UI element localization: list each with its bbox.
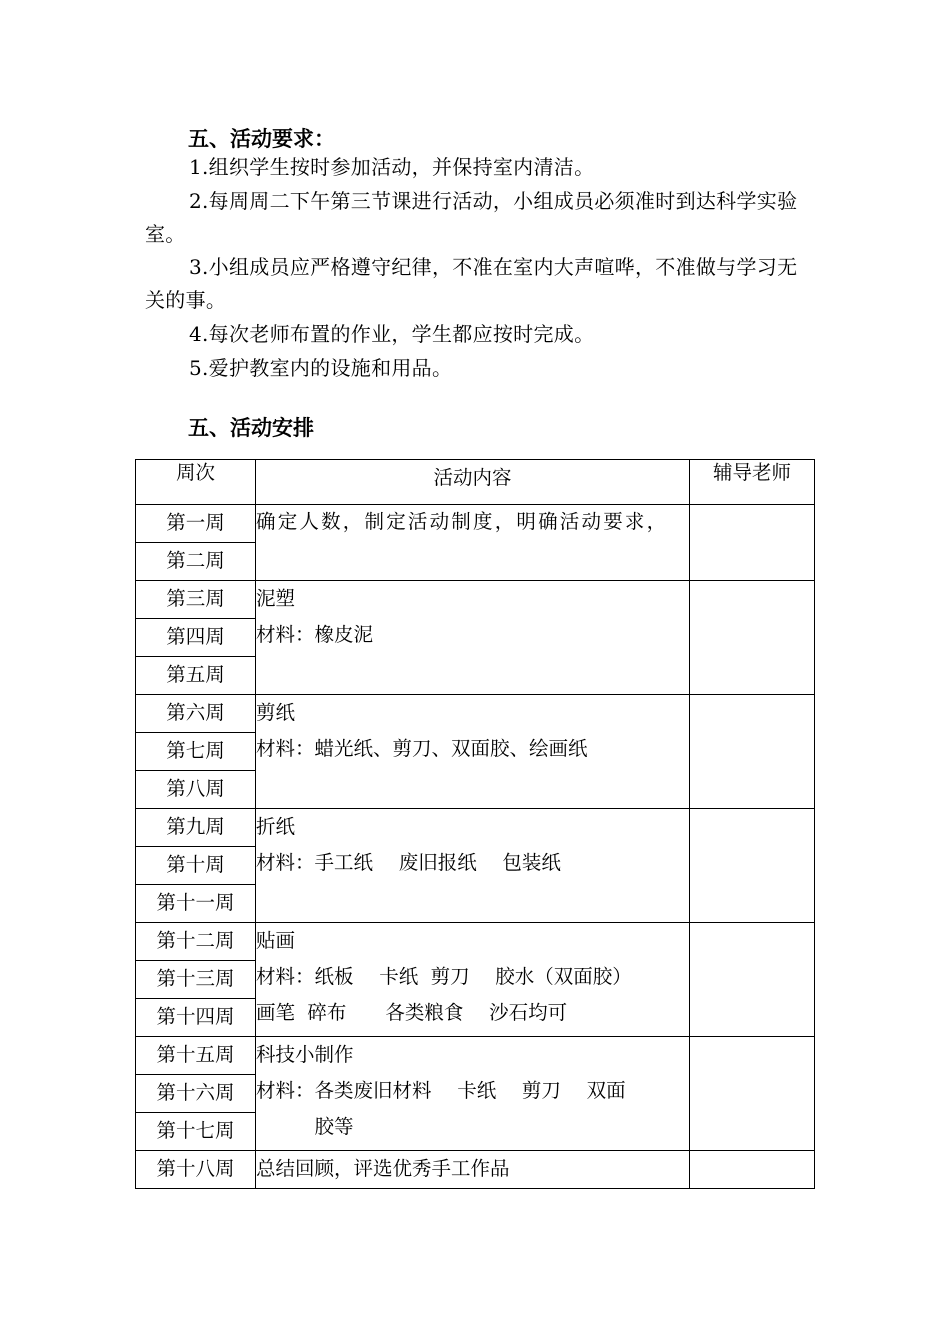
week-cell: 第十七周: [136, 1113, 256, 1151]
table-row: [136, 1151, 815, 1189]
activity-line: 材料：纸板 卡纸 剪刀 胶水（双面胶）: [256, 965, 632, 988]
schedule-table: [135, 459, 815, 1189]
table-row: [136, 923, 815, 961]
activity-cell: [256, 505, 690, 581]
week-cell: 第十三周: [136, 961, 256, 999]
column-header-teacher: 辅导老师: [690, 460, 815, 505]
teacher-cell: [690, 695, 815, 809]
activity-cell: [256, 923, 690, 1037]
table-row: [136, 695, 815, 733]
activity-line: 材料：蜡光纸、剪刀、双面胶、绘画纸: [256, 737, 588, 760]
requirement-item-2: 2.每周周二下午第三节课进行活动，小组成员必须准时到达科学实验室。: [145, 189, 798, 246]
activity-line: 确定人数，制定活动制度，明确活动要求，: [256, 510, 669, 533]
teacher-cell: [690, 505, 815, 581]
week-cell: 第十八周: [136, 1151, 256, 1189]
week-cell: 第九周: [136, 809, 256, 847]
requirements-heading: 五、活动要求：: [188, 127, 335, 151]
activity-cell: [256, 695, 690, 809]
week-cell: 第三周: [136, 581, 256, 619]
activity-line: 折纸: [256, 815, 296, 838]
week-cell: 第一周: [136, 505, 256, 543]
schedule-heading: 五、活动安排: [188, 416, 314, 440]
week-cell: 第十五周: [136, 1037, 256, 1075]
week-cell: 第四周: [136, 619, 256, 657]
week-cell: 第五周: [136, 657, 256, 695]
activity-cell: [256, 1037, 690, 1151]
teacher-cell: [690, 581, 815, 695]
requirement-item-1: 1.组织学生按时参加活动，并保持室内清洁。: [189, 155, 595, 179]
week-cell: 第十周: [136, 847, 256, 885]
table-row: [136, 809, 815, 847]
activity-line: 总结回顾，评选优秀手工作品: [256, 1157, 510, 1180]
teacher-cell: [690, 923, 815, 1037]
week-cell: 第七周: [136, 733, 256, 771]
table-row: [136, 581, 815, 619]
week-cell: 第十四周: [136, 999, 256, 1037]
activity-line: 材料：手工纸 废旧报纸 包装纸: [256, 851, 561, 874]
table-row: [136, 505, 815, 543]
week-cell: 第十六周: [136, 1075, 256, 1113]
week-cell: 第八周: [136, 771, 256, 809]
activity-line: 剪纸: [256, 701, 296, 724]
activity-line: 材料：各类废旧材料 卡纸 剪刀 双面: [256, 1079, 626, 1102]
activity-line: 泥塑: [256, 587, 296, 610]
activity-cell: [256, 809, 690, 923]
week-cell: 第十一周: [136, 885, 256, 923]
activity-line: 画笔 碎布 各类粮食 沙石均可: [256, 1001, 568, 1024]
column-header-content: 活动内容: [256, 460, 690, 505]
week-cell: 第六周: [136, 695, 256, 733]
activity-cell: [256, 581, 690, 695]
column-header-week: 周次: [136, 460, 256, 505]
activity-line: 材料：橡皮泥: [256, 623, 374, 646]
requirement-item-5: 5.爱护教室内的设施和用品。: [189, 356, 453, 380]
table-header-row: [136, 460, 815, 505]
activity-line: 贴画: [256, 929, 296, 952]
requirement-item-3: 3.小组成员应严格遵守纪律，不准在室内大声喧哗，不准做与学习无关的事。: [145, 255, 798, 312]
teacher-cell: [690, 809, 815, 923]
requirement-item-4: 4.每次老师布置的作业，学生都应按时完成。: [189, 322, 595, 346]
teacher-cell: [690, 1037, 815, 1151]
activity-cell: [256, 1151, 690, 1189]
teacher-cell: [690, 1151, 815, 1189]
activity-line: 科技小制作: [256, 1043, 354, 1066]
table-row: [136, 1037, 815, 1075]
activity-line: 胶等: [256, 1115, 354, 1138]
week-cell: 第十二周: [136, 923, 256, 961]
week-cell: 第二周: [136, 543, 256, 581]
